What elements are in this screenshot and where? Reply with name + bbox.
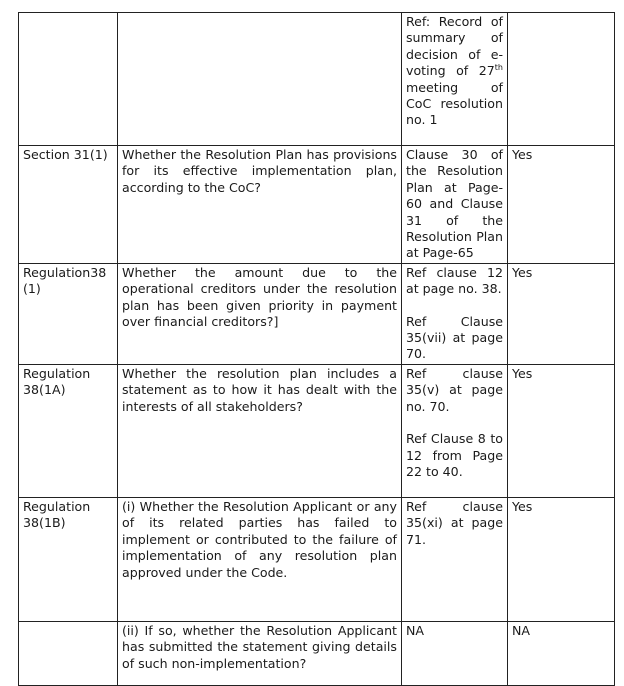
reference-cell: Clause 30 of the Resolution Plan at Page-60 and Clause 31 of the Resolution Plan at Page-65 (402, 146, 508, 264)
question-cell: Whether the Resolution Plan has provisions for its effective implementation plan, according to the CoC? (118, 146, 402, 264)
reference-cell: Ref clause 35(xi) at page 71. (402, 497, 508, 621)
section-cell: Section 31(1) (19, 146, 118, 264)
compliance-cell: Yes (508, 263, 615, 364)
question-cell: Whether the amount due to the operational creditors under the resolution plan has been given priority in payment over financial creditors?] (118, 263, 402, 364)
section-cell (19, 621, 118, 685)
table-row (19, 146, 615, 264)
compliance-cell: Yes (508, 364, 615, 497)
section-cell: Regulation38 (1) (19, 263, 118, 364)
compliance-cell (508, 13, 615, 146)
reference-cell: NA (402, 621, 508, 685)
table-row (19, 497, 615, 621)
table-row (19, 263, 615, 364)
table-row (19, 621, 615, 685)
reference-cell: Ref clause 12 at page no. 38. Ref Clause 35(vii) at page 70. (402, 263, 508, 364)
table-row (19, 13, 615, 146)
table-row (19, 364, 615, 497)
question-cell: (i) Whether the Resolution Applicant or any of its related parties has failed to implement or contributed to the failure of implementation of any resolution plan approved under the Code. (118, 497, 402, 621)
question-cell: (ii) If so, whether the Resolution Applicant has submitted the statement giving details of such non-implementation? (118, 621, 402, 685)
section-cell (19, 13, 118, 146)
reference-cell: Ref: Record of summary of decision of e-voting of 27th meeting of CoC resolution no. 1 (402, 13, 508, 146)
question-cell (118, 13, 402, 146)
compliance-cell: Yes (508, 497, 615, 621)
question-cell: Whether the resolution plan includes a statement as to how it has dealt with the interests of all stakeholders? (118, 364, 402, 497)
reference-cell: Ref clause 35(v) at page no. 70. Ref Clause 8 to 12 from Page 22 to 40. (402, 364, 508, 497)
compliance-cell: NA (508, 621, 615, 685)
compliance-cell: Yes (508, 146, 615, 264)
section-cell: Regulation 38(1A) (19, 364, 118, 497)
section-cell: Regulation 38(1B) (19, 497, 118, 621)
compliance-table (18, 12, 615, 686)
